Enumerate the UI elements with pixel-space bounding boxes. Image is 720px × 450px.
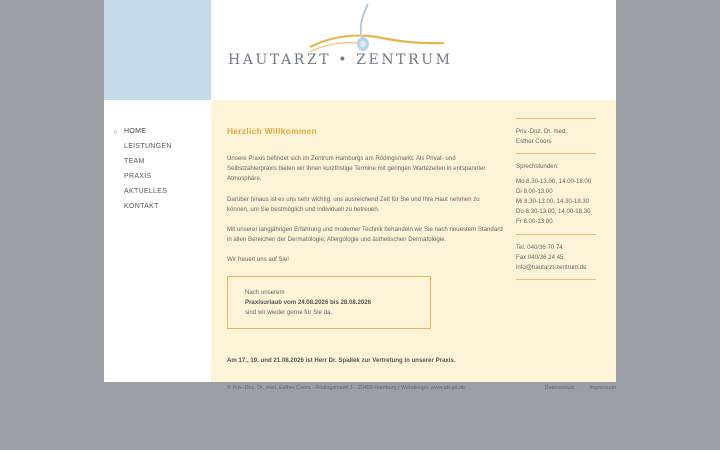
hours-line: Mi 8.30-13.00, 14.30-18.30: [516, 198, 590, 206]
logo-text: HAUTARZT • ZENTRUM: [228, 52, 453, 68]
hours-line: Fr 8.00-13.00: [516, 218, 553, 226]
footer-links: [540, 385, 616, 391]
nav-item-team[interactable]: [104, 156, 211, 171]
hours-line: Mo 8.30-13.00, 14.00-18.00: [516, 177, 592, 185]
vacation-line-1: Nach unserem: [245, 288, 285, 296]
substitute-notice: Am 17., 19. und 21.08.2026 ist Herr Dr. Spallek zur Vertretung in unserer Praxis.: [227, 356, 456, 364]
nav-item-label: HOME: [124, 128, 147, 135]
divider: [516, 279, 596, 280]
footer-link-impressum[interactable]: Impressum: [589, 385, 616, 391]
logo-swoosh-icon: [222, 0, 462, 100]
nav-item-label: AKTUELLES: [124, 188, 168, 195]
doctor-name: [516, 119, 596, 153]
office-hours: [516, 154, 596, 233]
main-content: [227, 126, 503, 366]
doctor-fullname: Esther Coors: [516, 138, 552, 146]
nav-item-aktuelles[interactable]: [104, 186, 211, 201]
info-sidebar: [516, 118, 596, 280]
footer: [227, 385, 616, 395]
main-nav: [104, 126, 211, 216]
doctor-title: Priv.-Doz. Dr. med.: [516, 128, 568, 135]
fax: Fax 040/36 24 45: [516, 253, 564, 261]
footer-link-datenschutz[interactable]: Datenschutz: [544, 385, 575, 391]
phone[interactable]: Tel. 040/36 70 74: [516, 243, 563, 251]
nav-item-label: TEAM: [124, 158, 145, 165]
vacation-line-3: sind wir wieder gerne für Sie da.: [245, 309, 333, 317]
vacation-dates: Praxisurlaub vom 24.08.2026 bis 28.08.2026: [245, 298, 372, 306]
greeting-paragraph: Wir freuen uns auf Sie!: [227, 256, 289, 264]
vacation-notice-box: [227, 276, 431, 329]
nav-item-kontakt[interactable]: [104, 201, 211, 216]
nav-item-label: KONTAKT: [124, 203, 159, 210]
email-link[interactable]: info@hautarzt-zentrum.de: [516, 264, 587, 272]
hours-line: Di 8.00-13.00: [516, 187, 553, 195]
hours-title: Sprechstunden:: [516, 163, 559, 171]
nav-item-leistungen[interactable]: [104, 141, 211, 156]
header-color-block: [104, 0, 211, 100]
footer-link-separator: ·: [581, 385, 583, 391]
nav-item-praxis[interactable]: [104, 171, 211, 186]
contact-info: [516, 235, 596, 280]
intro-paragraph: Unsere Praxis befindet sich im Zentrum Hamburgs am Rödingsmarkt. Als Privat- und Selbstzahlerpraxis bieten wir Ihnen kurzfristige Termine mit geringen Wartezeiten in entspannter Atmosphäre.: [227, 155, 486, 183]
time-paragraph: Darüber hinaus ist es uns sehr wichtig, uns ausreichend Zeit für Sie und Ihre Haut nehmen zu können, um Sie bestmöglich und individuell zu betreuen.: [227, 195, 480, 213]
nav-item-label: LEISTUNGEN: [124, 143, 172, 150]
footer-copyright: © Priv.-Doz. Dr. med. Esther Coors · Rödingsmarkt 1 · 20459 Hamburg | Webdesign: www.ab-gd.de: [227, 385, 465, 391]
page-container: [104, 0, 616, 382]
nav-item-home[interactable]: [104, 126, 211, 141]
experience-paragraph: Mit unserer langjährigen Erfahrung und moderner Technik behandeln wir Sie nach neuestem Standard in allen Bereichen der Dermatologie, Allergologie und ästhetischen Dermatologie.: [227, 226, 503, 244]
logo[interactable]: [222, 0, 462, 100]
hours-line: Do 8.30-13.00, 14.00-18.30: [516, 208, 591, 216]
nav-item-label: PRAXIS: [124, 173, 152, 180]
active-marker-icon: »: [113, 127, 118, 136]
page-title: Herzlich Willkommen: [227, 126, 317, 136]
